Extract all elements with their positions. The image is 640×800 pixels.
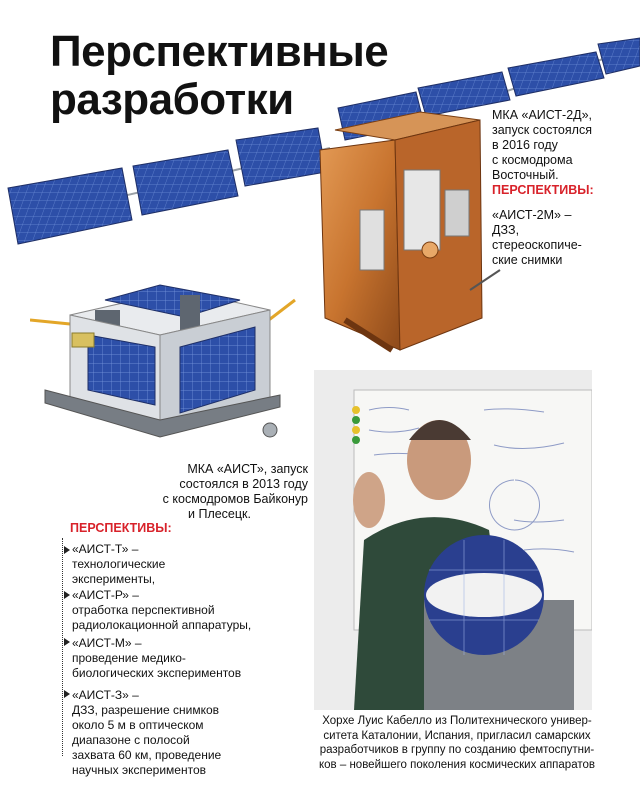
bullet-arrow-icon — [64, 638, 70, 646]
item-line: диапазоне с полосой — [72, 733, 190, 747]
bullet-arrow-icon — [64, 546, 70, 554]
aist-2d-prospect-line: ДЗЗ, — [492, 223, 520, 237]
aist-z-item — [72, 688, 292, 778]
aist-2d-prospect-line: стереоскопиче- — [492, 238, 582, 252]
item-line: научных экспериментов — [72, 763, 207, 777]
aist-line: состоялся в 2013 году — [179, 477, 308, 491]
item-line: отработка перспективной — [72, 603, 215, 617]
caption-line: ков – новейшего поколения космических аппаратов — [319, 758, 595, 771]
item-line: «АИСТ-Р» – — [72, 588, 139, 602]
aist-2d-line: МКА «АИСТ-2Д», — [492, 108, 593, 122]
item-line: захвата 60 км, проведение — [72, 748, 222, 762]
item-line: технологические — [72, 557, 166, 571]
aist-2d-prospect-line: «АИСТ-2М» – — [492, 208, 572, 222]
aist-line: с космодромов Байконур — [162, 492, 308, 506]
aist-2d-prospects-label: ПЕРСПЕКТИВЫ: — [492, 183, 594, 197]
aist-line: и Плесецк. — [188, 507, 251, 521]
item-line: биологических экспериментов — [72, 666, 242, 680]
aist-m-item — [72, 636, 292, 681]
item-line: радиолокационной аппаратуры, — [72, 618, 252, 632]
item-line: проведение медико- — [72, 651, 186, 665]
item-line: «АИСТ-З» – — [72, 688, 139, 702]
aist-satellite-illustration — [30, 255, 310, 455]
aist-line: МКА «АИСТ», запуск — [187, 462, 308, 476]
aist-2d-line: в 2016 году — [492, 138, 558, 152]
item-line: «АИСТ-Т» – — [72, 542, 139, 556]
photo-illustration — [314, 370, 592, 710]
caption-line: ситета Каталонии, Испания, пригласил самарских — [323, 729, 591, 742]
aist-r-item — [72, 588, 292, 633]
item-line: около 5 м в оптическом — [72, 718, 204, 732]
item-line: ДЗЗ, разрешение снимков — [72, 703, 220, 717]
aist-2d-line: Восточный. — [492, 168, 559, 182]
bullet-connector-line — [62, 538, 63, 756]
aist-2d-prospect-line: ские снимки — [492, 253, 563, 267]
scientist-photo — [314, 370, 592, 710]
aist-description — [68, 462, 308, 522]
aist-2d-prospect — [492, 208, 632, 268]
caption-line: Хорхе Луис Кабелло из Политехнического универ- — [322, 715, 592, 727]
aist-t-item — [72, 542, 292, 587]
bullet-arrow-icon — [64, 591, 70, 599]
bullet-arrow-icon — [64, 690, 70, 698]
photo-caption — [312, 714, 602, 772]
solar-panel-left — [8, 128, 326, 244]
caption-line: разработчиков в группу по созданию фемтоспутни- — [319, 744, 595, 756]
aist-2d-description — [492, 108, 632, 198]
page-title: Перспективные разработки — [50, 27, 389, 124]
aist-prospects-label: ПЕРСПЕКТИВЫ: — [70, 521, 172, 535]
item-line: «АИСТ-М» – — [72, 636, 142, 650]
item-line: эксперименты, — [72, 572, 156, 586]
aist-2d-line: запуск состоялся — [492, 123, 592, 137]
aist-2d-line: с космодрома — [492, 153, 573, 167]
